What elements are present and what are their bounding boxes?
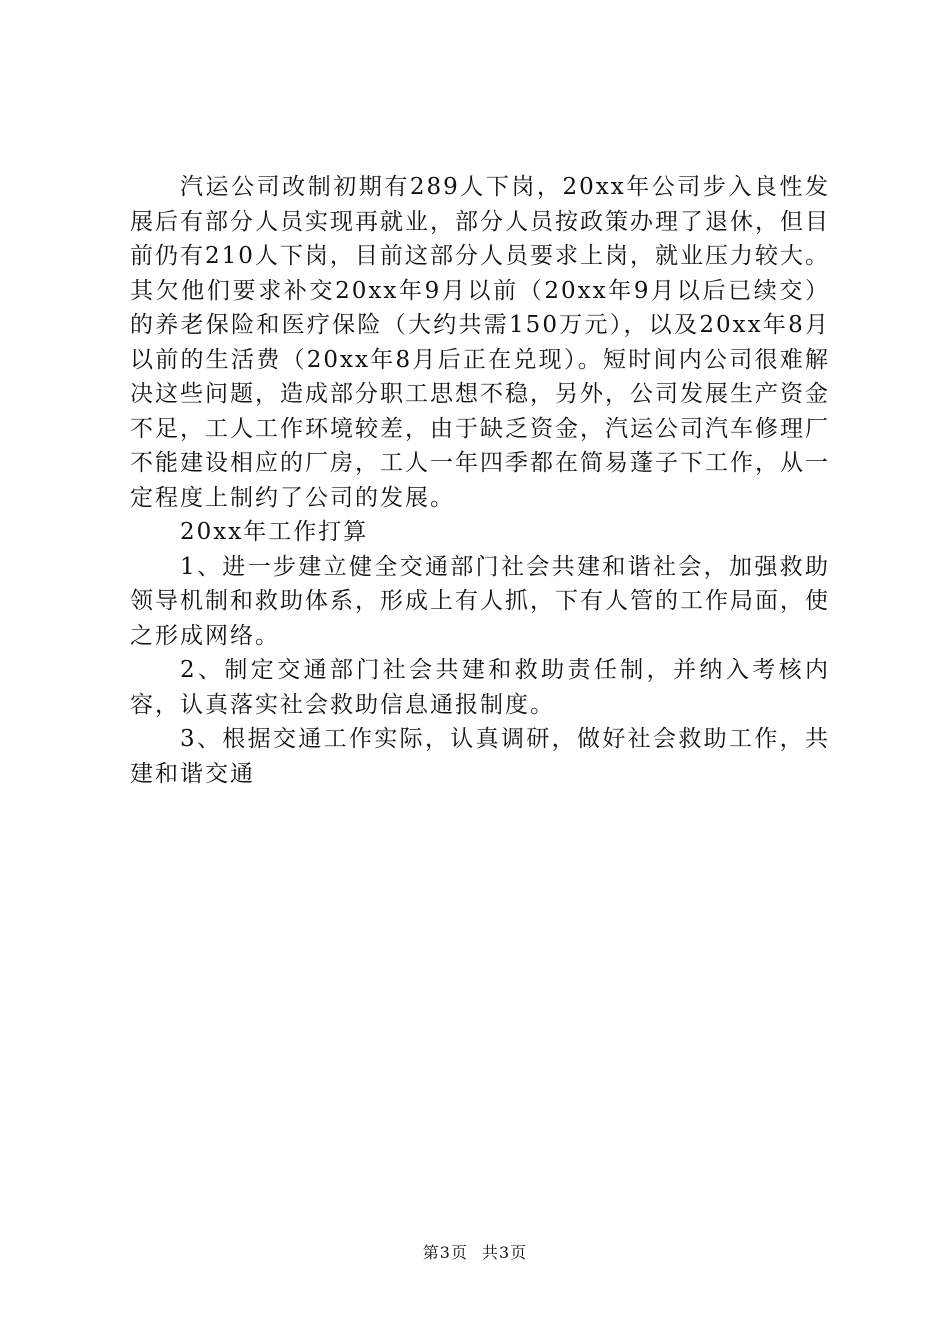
paragraph-plan-item-2: 2、制定交通部门社会共建和救助责任制，并纳入考核内容，认真落实社会救助信息通报制度。 [130, 657, 830, 718]
paragraph-plan-item-3: 3、根据交通工作实际，认真调研，做好社会救助工作，共建和谐交通 [130, 726, 830, 787]
page-total: 共3页 [482, 1243, 528, 1262]
page-number: 第3页 [422, 1243, 468, 1262]
section-heading-work-plan: 20xx年工作打算 [180, 519, 369, 545]
paragraph-plan-item-1: 1、进一步建立健全交通部门社会共建和谐社会，加强救助领导机制和救助体系，形成上有人抓，下有人管的工作局面，使之形成网络。 [130, 553, 830, 649]
paragraph-situation: 汽运公司改制初期有289人下岗，20xx年公司步入良性发展后有部分人员实现再就业，部分人员按政策办理了退休，但目前仍有210人下岗，目前这部分人员要求上岗，就业压力较大。其欠他们要求补交20xx年9月以前（20xx年9月以后已续交）的养老保险和医疗保险（大约共需150万元），以及20xx年8月以前的生活费（20xx年8月后正在兑现）。短时间内公司很难解决这些问题，造成部分职工思想不稳，另外，公司发展生产资金不足，工人工作环境较差，由于缺乏资金，汽运公司汽车修理厂不能建设相应的厂房，工人一年四季都在简易蓬子下工作，从一定程度上制约了公司的发展。 [130, 174, 830, 511]
page-footer [0, 1240, 950, 1263]
document-body [130, 170, 830, 791]
